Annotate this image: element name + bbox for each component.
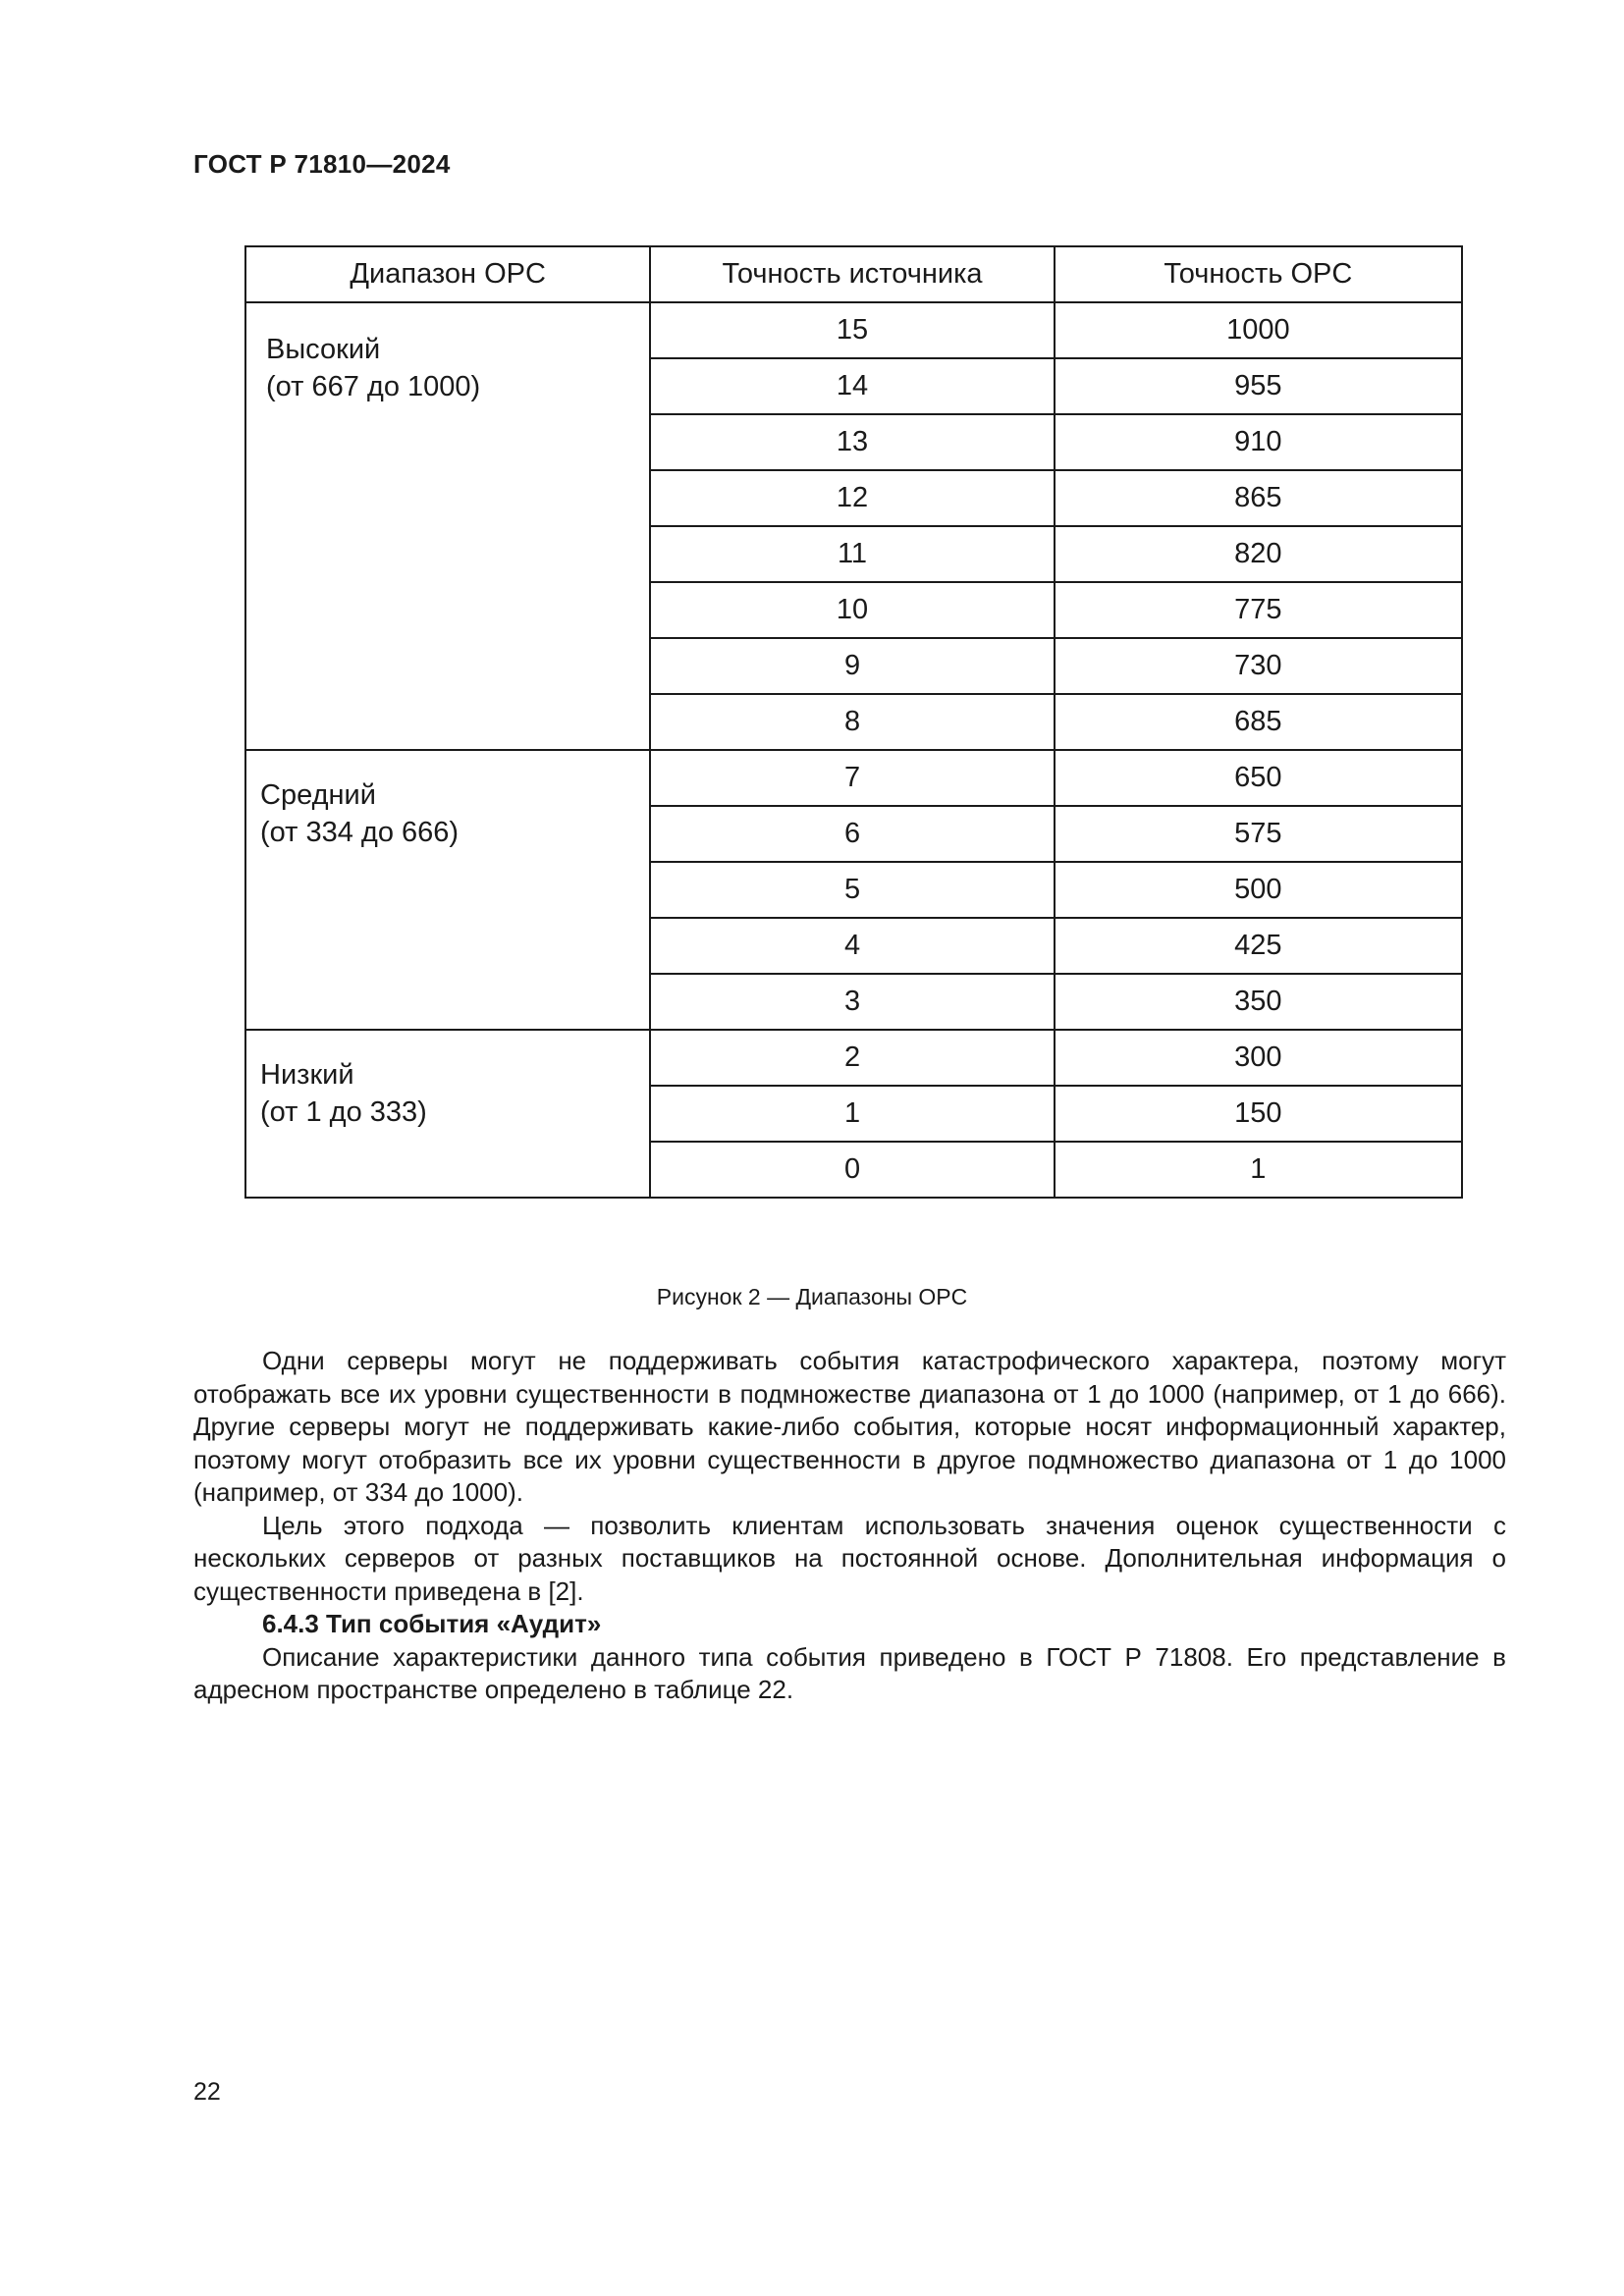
range-cell-low: [245, 1030, 650, 1198]
source-accuracy-cell: 4: [650, 918, 1054, 974]
source-accuracy-cell: 3: [650, 974, 1054, 1030]
source-accuracy-cell: 12: [650, 470, 1054, 526]
source-accuracy-cell: 11: [650, 526, 1054, 582]
source-accuracy-cell: 9: [650, 638, 1054, 694]
paragraph: Цель этого подхода — позволить клиентам использовать значения оценок существенности с нескольких серверов от разных поставщиков на постоянной основе. Дополнительная информация о существенности приведена в [2].: [193, 1510, 1506, 1606]
range-cell-medium: [245, 750, 650, 1030]
source-accuracy-cell: 14: [650, 358, 1054, 414]
range-bounds: (от 334 до 666): [260, 817, 460, 848]
source-accuracy-cell: 10: [650, 582, 1054, 638]
range-bounds: (от 667 до 1000): [266, 371, 481, 402]
source-accuracy-cell: 7: [650, 750, 1054, 806]
paragraph: Описание характеристики данного типа события приведено в ГОСТ Р 71808. Его представление в адресном пространстве определено в таблице 22.: [193, 1641, 1506, 1704]
page-number: 22: [193, 2078, 221, 2106]
opc-ranges-table: [244, 245, 1463, 1199]
range-name: Низкий: [260, 1059, 354, 1091]
table-row: [245, 302, 1462, 358]
opc-accuracy-cell: 730: [1055, 638, 1462, 694]
range-cell-high: [245, 302, 650, 750]
opc-accuracy-cell: 955: [1055, 358, 1462, 414]
column-header-range: Диапазон OPC: [245, 246, 650, 302]
opc-accuracy-cell: 500: [1055, 862, 1462, 918]
figure-caption: Рисунок 2 — Диапазоны OPC: [656, 1284, 968, 1309]
source-accuracy-cell: 8: [650, 694, 1054, 750]
range-bounds: (от 1 до 333): [260, 1096, 427, 1128]
table-row: [245, 1030, 1462, 1086]
source-accuracy-cell: 1: [650, 1086, 1054, 1142]
source-accuracy-cell: 5: [650, 862, 1054, 918]
column-header-source-accuracy: Точность источника: [650, 246, 1054, 302]
range-name: Средний: [260, 779, 376, 811]
opc-accuracy-cell: 150: [1055, 1086, 1462, 1142]
opc-accuracy-cell: 820: [1055, 526, 1462, 582]
column-header-opc-accuracy: Точность OPC: [1055, 246, 1462, 302]
opc-accuracy-cell: 910: [1055, 414, 1462, 470]
section-heading: 6.4.3 Тип события «Аудит»: [262, 1609, 602, 1638]
document-header: ГОСТ Р 71810—2024: [193, 149, 451, 179]
opc-accuracy-cell: 350: [1055, 974, 1462, 1030]
body-text: [193, 1345, 1506, 1707]
source-accuracy-cell: 13: [650, 414, 1054, 470]
opc-accuracy-cell: 575: [1055, 806, 1462, 862]
range-name: Высокий: [266, 334, 381, 365]
source-accuracy-cell: 6: [650, 806, 1054, 862]
source-accuracy-cell: 2: [650, 1030, 1054, 1086]
opc-accuracy-cell: 300: [1055, 1030, 1462, 1086]
opc-accuracy-cell: 1: [1055, 1142, 1462, 1198]
opc-accuracy-cell: 425: [1055, 918, 1462, 974]
opc-accuracy-cell: 775: [1055, 582, 1462, 638]
opc-accuracy-cell: 650: [1055, 750, 1462, 806]
opc-accuracy-cell: 1000: [1055, 302, 1462, 358]
paragraph: Одни серверы могут не поддерживать события катастрофического характера, поэтому могут отображать все их уровни существенности в подмножестве диапазона от 1 до 1000 (например, от 1 до 666). Другие серверы могут не поддерживать какие-либо события, которые носят информационный характер, поэтому могут отобразить все их уровни существенности в другое подмножество диапазона от 1 до 1000 (например, от 334 до 1000).: [193, 1346, 1506, 1507]
source-accuracy-cell: 15: [650, 302, 1054, 358]
table-header-row: [245, 246, 1462, 302]
opc-accuracy-cell: 685: [1055, 694, 1462, 750]
opc-accuracy-cell: 865: [1055, 470, 1462, 526]
source-accuracy-cell: 0: [650, 1142, 1054, 1198]
table-row: [245, 750, 1462, 806]
